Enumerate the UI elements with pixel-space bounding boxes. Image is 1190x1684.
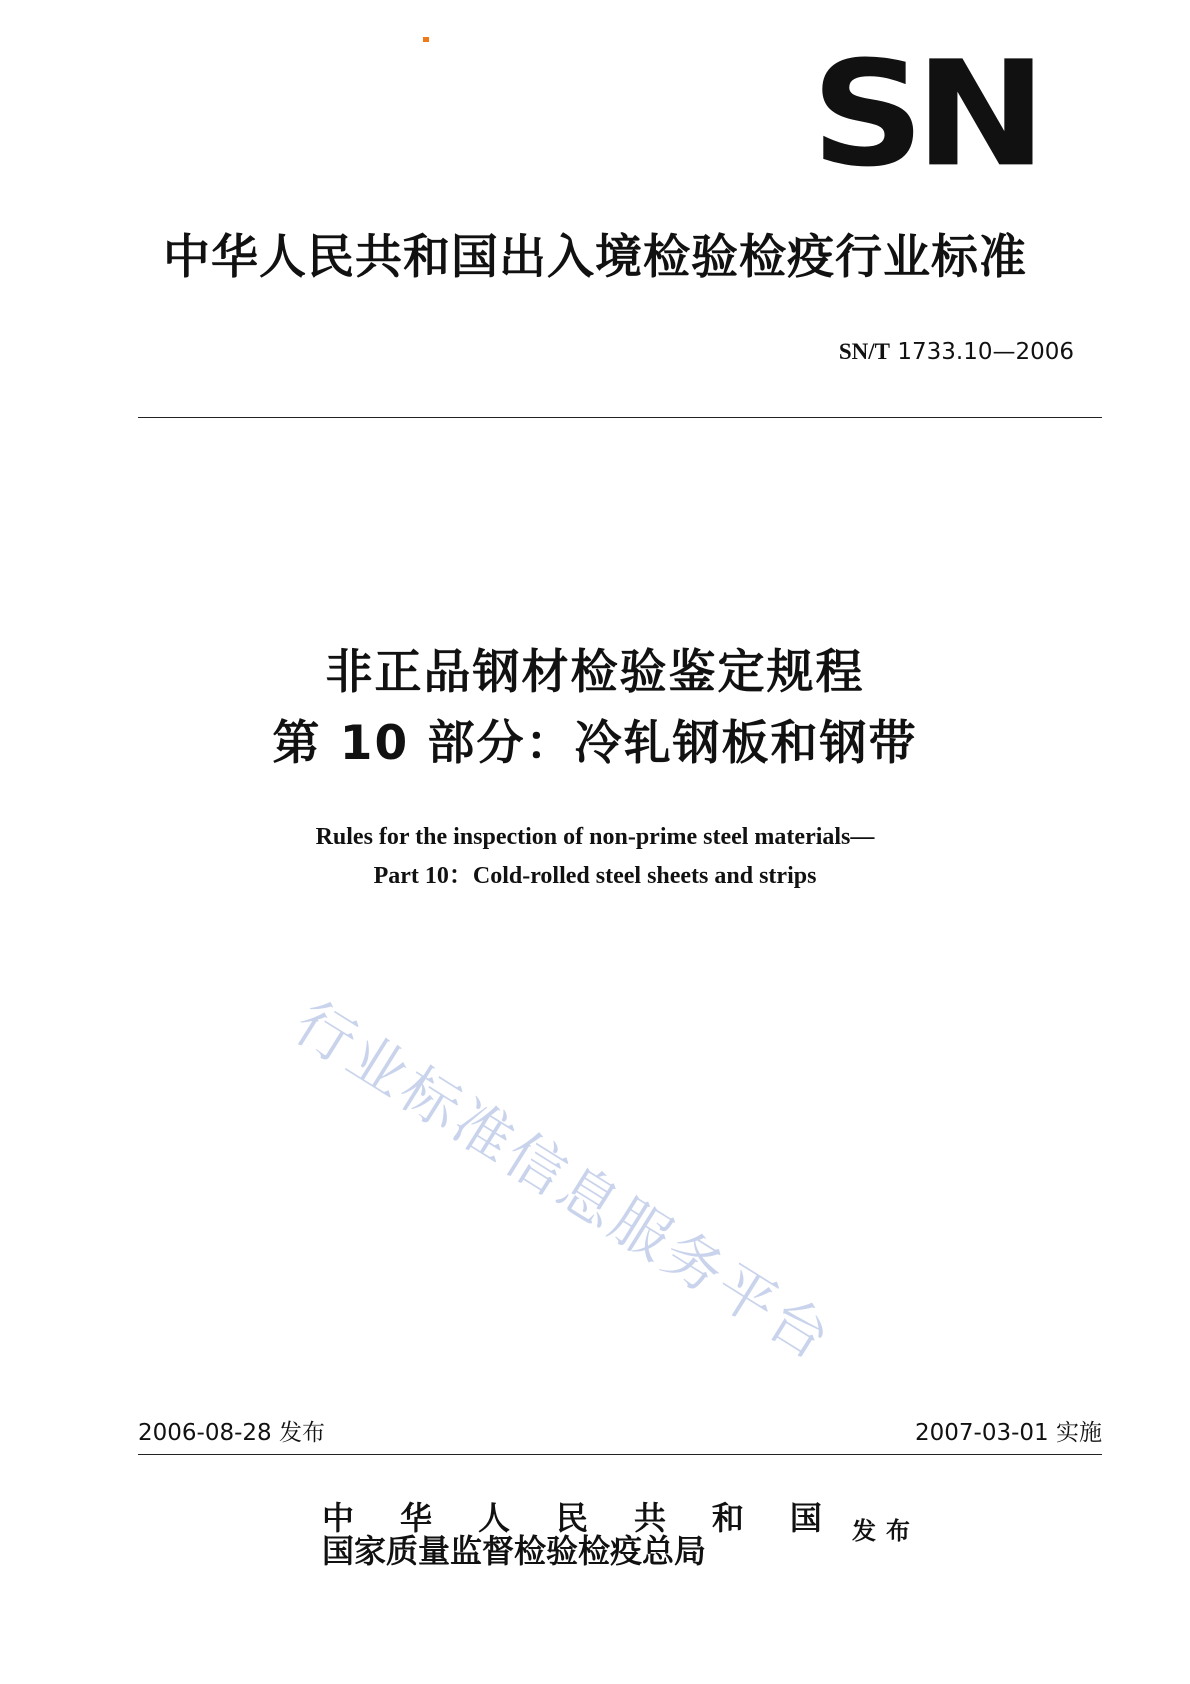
top-divider [138,417,1102,418]
standard-code: 1733.10—2006 [897,339,1074,365]
sn-logo: SN [810,30,1037,200]
issuer-char: 华 [399,1499,432,1537]
issuer-line-1 [322,1500,822,1536]
orange-mark [423,37,429,42]
issuer-suffix: 发布 [852,1516,920,1545]
standard-prefix: SN/T [838,339,891,364]
implementation-date: 2007-03-01 实施 [915,1420,1102,1446]
issuer-line-2: 国家质量监督检验检疫总局 [322,1532,707,1570]
issuer-char: 国 [789,1499,822,1537]
en-title-line-2: Part 10：Cold-rolled steel sheets and strips [373,863,817,889]
issuer-char: 共 [633,1499,666,1537]
en-title-line-1: Rules for the inspection of non-prime steel materials— [315,824,875,850]
bottom-divider [138,1454,1102,1455]
issuer-char: 和 [711,1499,744,1537]
watermark: 行业标准信息服务平台 [283,988,845,1375]
org-title: 中华人民共和国出入境检验检疫行业标准 [163,230,1027,285]
standard-number [839,337,1074,367]
zh-title-line-2: 第 10 部分：冷轧钢板和钢带 [272,716,918,771]
issuer-char: 人 [477,1499,510,1537]
issuer-char: 中 [322,1499,355,1537]
issue-date: 2006-08-28 发布 [138,1420,325,1446]
zh-title-line-1: 非正品钢材检验鉴定规程 [325,645,865,700]
issuer-char: 民 [555,1499,588,1537]
